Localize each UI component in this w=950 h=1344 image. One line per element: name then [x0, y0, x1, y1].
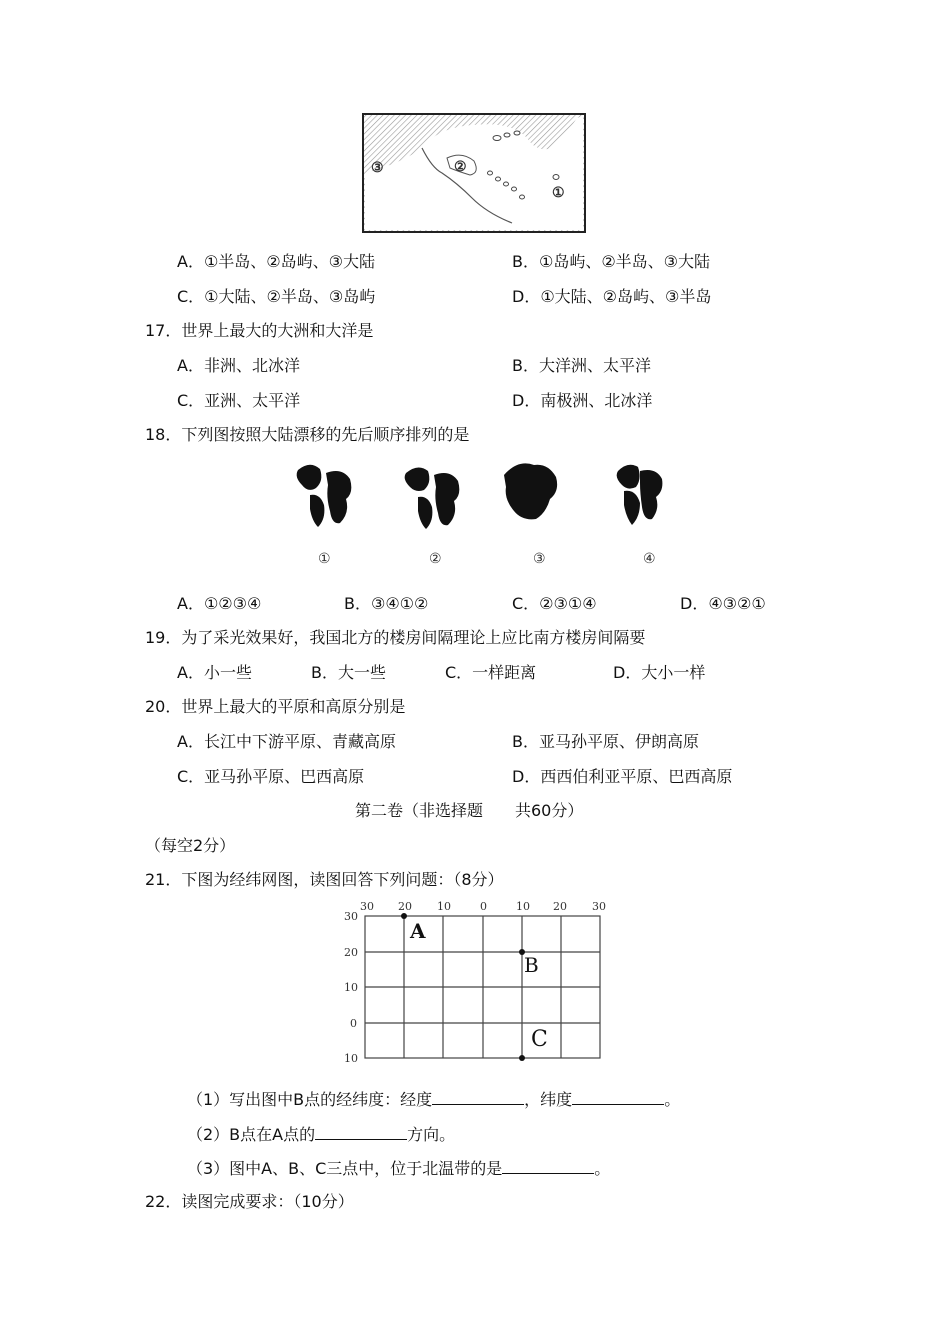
q21-sub3 [187, 1158, 610, 1179]
q18-stem: 18．下列图按照大陆漂移的先后顺序排列的是 [145, 425, 470, 444]
globe-figure-4 [617, 465, 663, 525]
lon-label: 10 [437, 900, 451, 913]
sub2-text-a: （2）B点在A点的 [187, 1125, 316, 1144]
q17-option-b: B．大洋洲、太平洋 [512, 356, 651, 375]
point-b-label: B [524, 953, 539, 977]
lat-label: 10 [344, 981, 358, 994]
q20-option-a: A．长江中下游平原、青藏高原 [177, 732, 396, 751]
section2-title: 第二卷（非选择题 共60分） [355, 801, 584, 820]
answer-blank-direction[interactable] [315, 1124, 407, 1140]
globe-figure-2 [405, 467, 460, 529]
figure-label-4: ④ [643, 551, 656, 567]
answer-blank-latitude[interactable] [572, 1089, 664, 1105]
q19-option-b: B．大一些 [311, 663, 386, 682]
q17-option-d: D．南极洲、北冰洋 [512, 391, 653, 410]
lon-label: 0 [480, 900, 487, 913]
q17-option-a: A．非洲、北冰洋 [177, 356, 300, 375]
sub3-text-a: （3）图中A、B、C三点中，位于北温带的是 [187, 1159, 503, 1178]
lon-label: 20 [553, 900, 567, 913]
figure-label-1: ① [318, 551, 331, 567]
continental-drift-figures [288, 455, 668, 575]
q21-sub1 [187, 1089, 680, 1110]
point-a-marker [401, 913, 407, 919]
sub1-text-b: ，纬度 [524, 1090, 573, 1109]
lat-lon-grid-figure [340, 898, 610, 1068]
map-label-3: ③ [371, 160, 384, 176]
sub2-text-b: 方向。 [407, 1125, 456, 1144]
sub1-text-a: （1）写出图中B点的经纬度：经度 [187, 1090, 433, 1109]
q16-option-b: B．①岛屿、②半岛、③大陆 [512, 252, 711, 271]
lon-label: 30 [592, 900, 606, 913]
q21-stem: 21．下图为经纬网图，读图回答下列问题：（8分） [145, 870, 504, 889]
q18-option-c: C．②③①④ [512, 594, 597, 613]
map-label-2: ② [454, 159, 467, 175]
q17-option-c: C．亚洲、太平洋 [177, 391, 301, 410]
q16-option-c: C．①大陆、②半岛、③岛屿 [177, 287, 376, 306]
q18-option-d: D．④③②① [680, 594, 766, 613]
sub3-text-b: 。 [594, 1159, 611, 1178]
point-c-label: C [531, 1027, 548, 1052]
map-label-1: ① [552, 185, 565, 201]
lat-label: 10 [344, 1052, 358, 1065]
grid-lines [365, 916, 600, 1058]
q16-option-a: A．①半岛、②岛屿、③大陆 [177, 252, 375, 271]
top-longitude-labels [360, 900, 606, 913]
q16-map-figure [362, 113, 586, 233]
lon-label: 10 [516, 900, 530, 913]
q20-option-b: B．亚马孙平原、伊朗高原 [512, 732, 699, 751]
lon-label: 30 [360, 900, 374, 913]
point-c-marker [519, 1055, 525, 1061]
q18-option-b: B．③④①② [344, 594, 429, 613]
lat-label: 0 [350, 1017, 357, 1030]
answer-blank-longitude[interactable] [432, 1089, 524, 1105]
q22-stem: 22．读图完成要求：（10分） [145, 1192, 354, 1211]
globe-figure-3 [504, 463, 557, 519]
lon-label: 20 [398, 900, 412, 913]
figure-label-3: ③ [533, 551, 546, 567]
q16-option-d: D．①大陆、②岛屿、③半岛 [512, 287, 712, 306]
q20-stem: 20．世界上最大的平原和高原分别是 [145, 697, 406, 716]
q21-sub2 [187, 1124, 455, 1145]
q19-option-d: D．大小一样 [613, 663, 706, 682]
q18-option-a: A．①②③④ [177, 594, 262, 613]
q20-option-c: C．亚马孙平原、巴西高原 [177, 767, 365, 786]
lat-label: 30 [344, 910, 358, 923]
lat-label: 20 [344, 946, 358, 959]
left-latitude-labels [344, 910, 358, 1065]
sub1-text-c: 。 [664, 1090, 681, 1109]
q19-stem: 19．为了采光效果好，我国北方的楼房间隔理论上应比南方楼房间隔要 [145, 628, 646, 647]
point-a-label: A [410, 919, 426, 943]
q19-option-c: C．一样距离 [445, 663, 537, 682]
q20-option-d: D．西西伯利亚平原、巴西高原 [512, 767, 733, 786]
q17-stem: 17．世界上最大的大洲和大洋是 [145, 321, 374, 340]
answer-blank-temperate-zone[interactable] [502, 1158, 594, 1174]
section2-note: （每空2分） [145, 836, 236, 855]
globe-figure-1 [297, 465, 352, 527]
q19-option-a: A．小一些 [177, 663, 252, 682]
figure-label-2: ② [429, 551, 442, 567]
